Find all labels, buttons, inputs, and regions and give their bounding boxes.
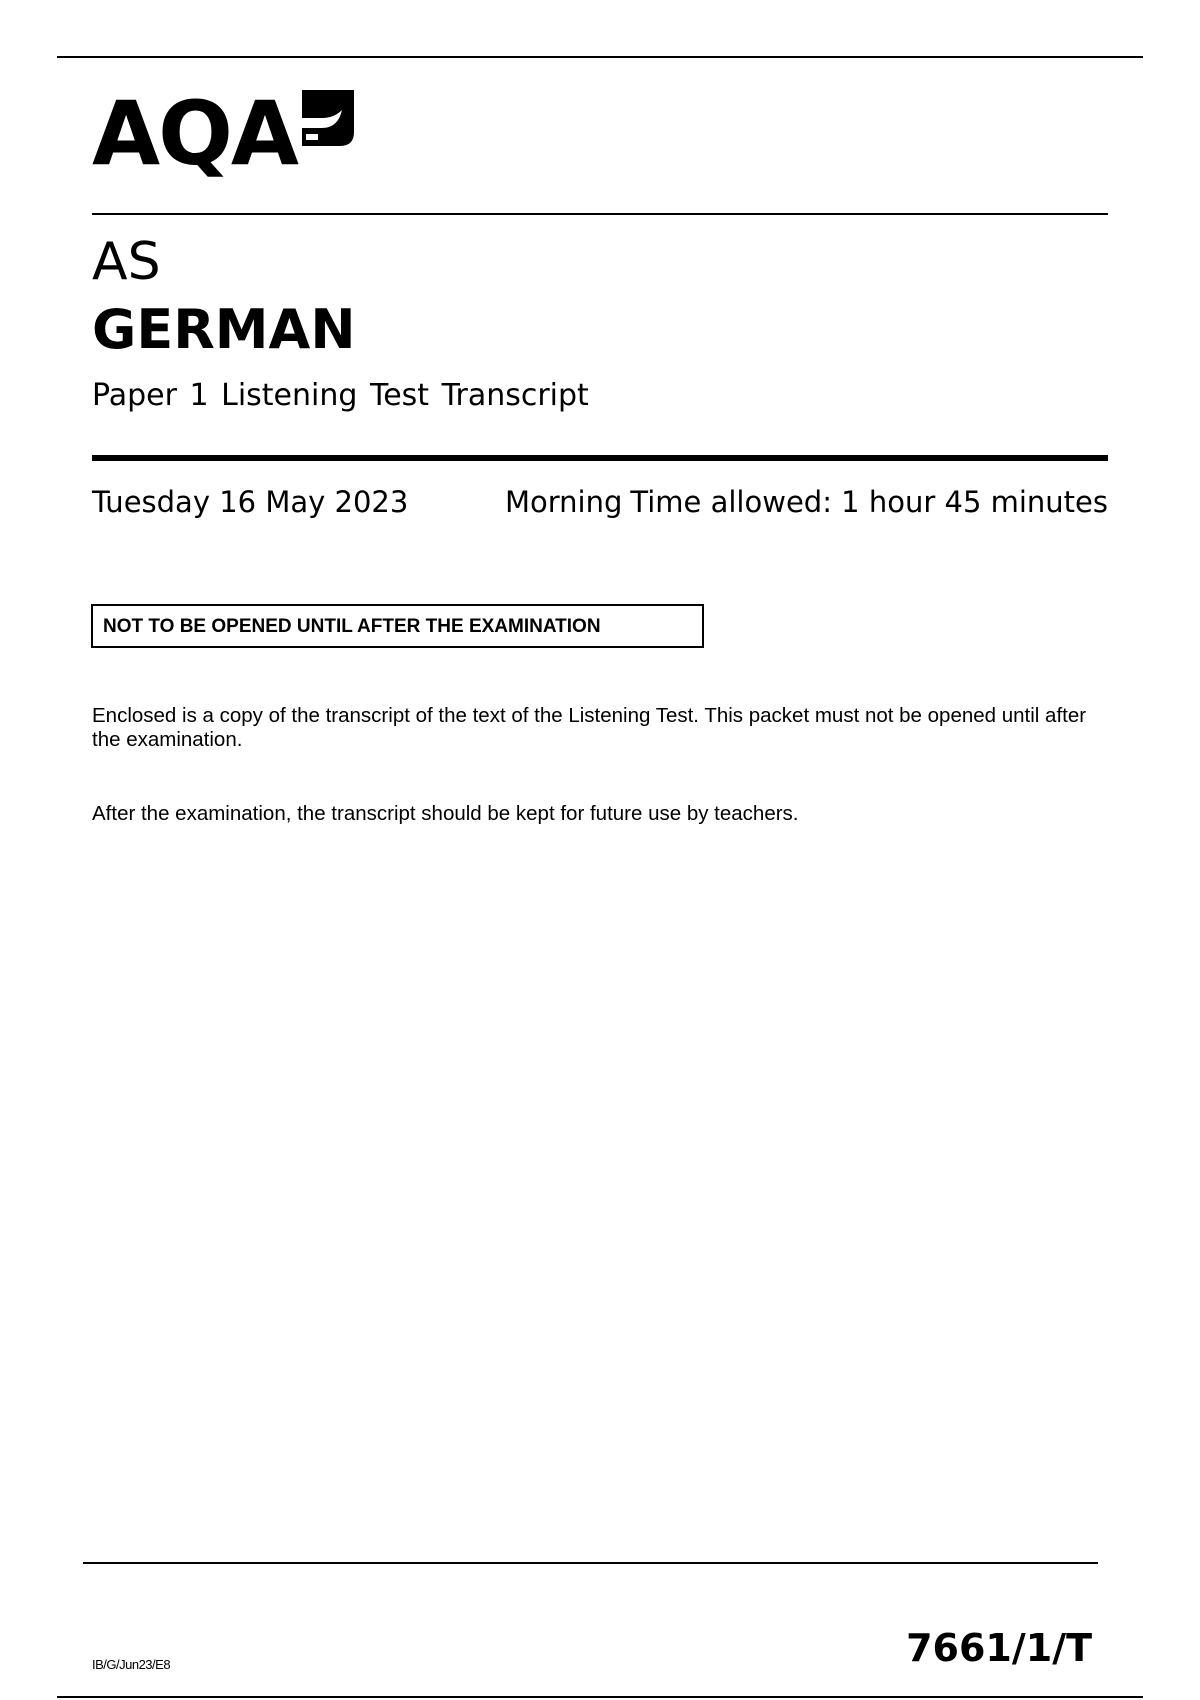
- qualification-level: AS: [92, 232, 161, 292]
- warning-text: NOT TO BE OPENED UNTIL AFTER THE EXAMINATION: [103, 616, 601, 637]
- document-reference: IB/G/Jun23/E8: [92, 1657, 171, 1672]
- exam-date: Tuesday 16 May 2023: [92, 485, 409, 519]
- aqa-logo: [92, 84, 362, 184]
- top-border-rule: [57, 56, 1143, 58]
- logo-divider: [92, 213, 1108, 215]
- instructions-paragraph-2: After the examination, the transcript should be kept for future use by teachers.: [92, 802, 799, 825]
- instructions-paragraph-1: Enclosed is a copy of the transcript of the text of the Listening Test. This packet must not be opened until after the examination.: [92, 704, 1087, 751]
- aqa-leaf-icon: [298, 88, 356, 148]
- exam-session: Morning: [505, 485, 623, 519]
- title-divider-thick: [92, 455, 1108, 461]
- time-allowed: Time allowed: 1 hour 45 minutes: [630, 485, 1108, 519]
- subject-title: GERMAN: [92, 298, 356, 361]
- warning-box: [91, 604, 704, 648]
- paper-title: Paper 1 Listening Test Transcript: [92, 378, 589, 413]
- specification-code: 7661/1/T: [906, 1626, 1092, 1670]
- footer-divider: [83, 1562, 1098, 1564]
- bottom-border-rule: [57, 1696, 1143, 1698]
- logo-wordmark: AQA: [92, 82, 298, 185]
